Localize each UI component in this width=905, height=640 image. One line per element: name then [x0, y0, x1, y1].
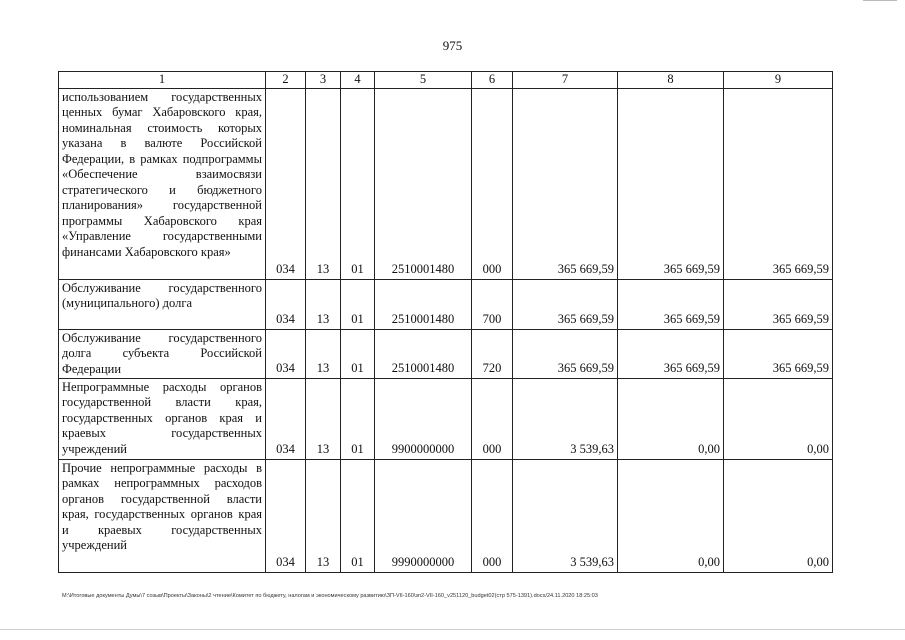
- cell-expense-type: 720: [482, 361, 502, 375]
- cell-target-article: 2510001480: [391, 361, 455, 375]
- column-header: 3: [306, 72, 341, 89]
- cell-target-article: 2510001480: [391, 312, 455, 326]
- column-header: 6: [472, 72, 513, 89]
- page-bottom-divider: [0, 629, 905, 630]
- cell-amount-2: 365 669,59: [663, 361, 720, 375]
- row-name: Прочие непрограммные расходы в рамках непрограммных расходов органов государственной власти края, государственных органов края и краевых государственных учреждений: [59, 459, 266, 572]
- cell-amount-2: 365 669,59: [663, 262, 720, 276]
- column-header: 9: [724, 72, 833, 89]
- cell-amount-2: 0,00: [698, 442, 720, 456]
- cell-amount-1: 365 669,59: [557, 262, 614, 276]
- cell-ministry: 034: [276, 555, 295, 569]
- cell-amount-1: 3 539,63: [570, 555, 614, 569]
- document-path-footer: M:\Итоговые документы Думы\7 созыв\Проекты\Законы\2 чтение\Комитет по бюджету, налогам и экономическому развитию\ЗП-VII-160\зп2-VII-160_v251120_budget02(стр 575-1391).docx/24.11.2020 18:25:03: [62, 593, 598, 599]
- table-row: [59, 88, 833, 279]
- cell-expense-type: 700: [482, 312, 502, 326]
- table-row: [59, 329, 833, 378]
- table-row: [59, 378, 833, 459]
- cell-amount-1: 365 669,59: [557, 361, 614, 375]
- cell-ministry: 034: [276, 361, 295, 375]
- cell-subsection: 01: [351, 312, 364, 326]
- cell-section: 13: [316, 555, 330, 569]
- cell-amount-2: 365 669,59: [663, 312, 720, 326]
- cell-section: 13: [316, 361, 330, 375]
- cell-amount-3: 365 669,59: [772, 312, 829, 326]
- cell-subsection: 01: [351, 361, 364, 375]
- cell-amount-3: 0,00: [807, 442, 829, 456]
- cell-ministry: 034: [276, 262, 295, 276]
- row-name: Обслуживание государственного долга субъекта Российской Федерации: [59, 329, 266, 378]
- cell-expense-type: 000: [482, 262, 502, 276]
- cell-ministry: 034: [276, 312, 295, 326]
- column-header: 4: [341, 72, 375, 89]
- row-name: Обслуживание государственного (муниципального) долга: [59, 279, 266, 329]
- cell-amount-3: 0,00: [807, 555, 829, 569]
- row-name: использованием государственных ценных бумаг Хабаровского края, номинальная стоимость которых указана в валюте Российской Федерации, в рамках подпрограммы «Обеспечение взаимосвязи стратегического и бюджетного планирования» государственной программы Хабаровского края «Управление государственными финансами Хабаровского края»: [59, 88, 266, 279]
- cell-section: 13: [316, 442, 330, 456]
- column-header: 2: [266, 72, 306, 89]
- cell-subsection: 01: [351, 262, 364, 276]
- cell-amount-3: 365 669,59: [772, 262, 829, 276]
- column-header: 7: [513, 72, 618, 89]
- budget-table: [58, 71, 833, 573]
- top-edge-mark: [863, 0, 897, 1]
- cell-subsection: 01: [351, 555, 364, 569]
- table-row: [59, 279, 833, 329]
- cell-expense-type: 000: [482, 555, 502, 569]
- cell-expense-type: 000: [482, 442, 502, 456]
- cell-target-article: 2510001480: [391, 262, 455, 276]
- column-number-row: [59, 72, 833, 89]
- column-header: 5: [375, 72, 472, 89]
- cell-amount-1: 365 669,59: [557, 312, 614, 326]
- cell-target-article: 9900000000: [391, 442, 455, 456]
- cell-target-article: 9990000000: [391, 555, 455, 569]
- cell-amount-3: 365 669,59: [772, 361, 829, 375]
- page-number: 975: [442, 38, 463, 53]
- column-header: 8: [618, 72, 724, 89]
- cell-amount-1: 3 539,63: [570, 442, 614, 456]
- cell-ministry: 034: [276, 442, 295, 456]
- row-name: Непрограммные расходы органов государственной власти края, государственных органов края и краевых государственных учреждений: [59, 378, 266, 459]
- cell-section: 13: [316, 262, 330, 276]
- column-header: 1: [59, 72, 266, 89]
- table-row: [59, 459, 833, 572]
- cell-amount-2: 0,00: [698, 555, 720, 569]
- cell-section: 13: [316, 312, 330, 326]
- cell-subsection: 01: [351, 442, 364, 456]
